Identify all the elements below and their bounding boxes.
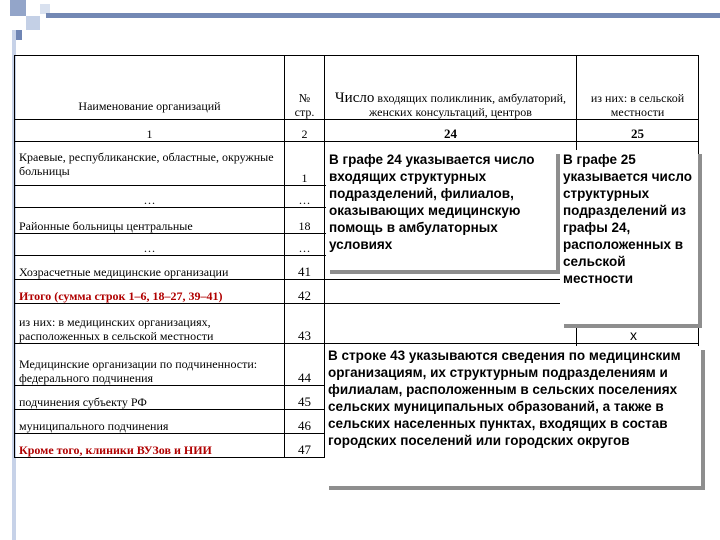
row-no: 41 [285, 256, 325, 280]
row-name: Итого (сумма строк 1–6, 18–27, 39–41) [15, 280, 285, 304]
header-col24 [325, 56, 577, 120]
header-row [15, 56, 699, 120]
title-bar-decor [46, 13, 720, 18]
row-name: … [15, 186, 285, 208]
row-no: 43 [285, 304, 325, 344]
row43-col25-mark: х [630, 327, 637, 343]
row-name: Хозрасчетные медицинские организации [15, 256, 285, 280]
row-no: 1 [285, 142, 325, 186]
row-no: 46 [285, 410, 325, 434]
header-col24-rest: входящих поликлиник, амбулаторий, женских консультаций, центров [369, 91, 567, 119]
row-name: из них: в медицинских организациях, расположенных в сельской местности [15, 304, 285, 344]
row-name: … [15, 234, 285, 256]
row-no: 47 [285, 434, 325, 458]
row-no: 42 [285, 280, 325, 304]
cell-24 [325, 280, 577, 304]
cell-24 [325, 304, 577, 344]
number-cell: 2 [285, 120, 325, 142]
row-no: 45 [285, 386, 325, 410]
row-name: муниципального подчинения [15, 410, 285, 434]
number-cell: 1 [15, 120, 285, 142]
row-no: 18 [285, 208, 325, 234]
decor-square [10, 0, 26, 16]
row-no: 44 [285, 344, 325, 386]
note-row-43: В строке 43 указываются сведения по медицинским организациям, их структурным подразделениям и филиалам, расположенным в сельских поселениях сельских муниципальных образований, а также в сельских населенных пунктах, входящих в состав городских поселений или городских округов [325, 346, 701, 486]
row-no: … [285, 234, 325, 256]
header-col25: из них: в сельской местности [577, 56, 699, 120]
row-name: Медицинские организации по подчиненности: федерального подчинения [15, 344, 285, 386]
decor-square [26, 16, 40, 30]
number-cell: 25 [577, 120, 699, 142]
number-cell: 24 [325, 120, 577, 142]
header-name: Наименование организаций [15, 56, 285, 120]
row-name: Краевые, республиканские, областные, окружные больницы [15, 142, 285, 186]
note-column-24: В графе 24 указывается число входящих структурных подразделений, филиалов, оказывающих медицинскую помощь в амбулаторных условиях [326, 150, 556, 270]
row-name: Районные больницы центральные [15, 208, 285, 234]
note-column-25: В графе 25 указывается число структурных подразделений из графы 24, расположенных в сельской местности [560, 150, 698, 324]
header-col24-big: Число [334, 90, 375, 106]
numbers-row [15, 120, 699, 142]
header-row-no: № стр. [285, 56, 325, 120]
row-name: Кроме того, клиники ВУЗов и НИИ [15, 434, 285, 458]
row-name: подчинения субъекту РФ [15, 386, 285, 410]
row-no: … [285, 186, 325, 208]
